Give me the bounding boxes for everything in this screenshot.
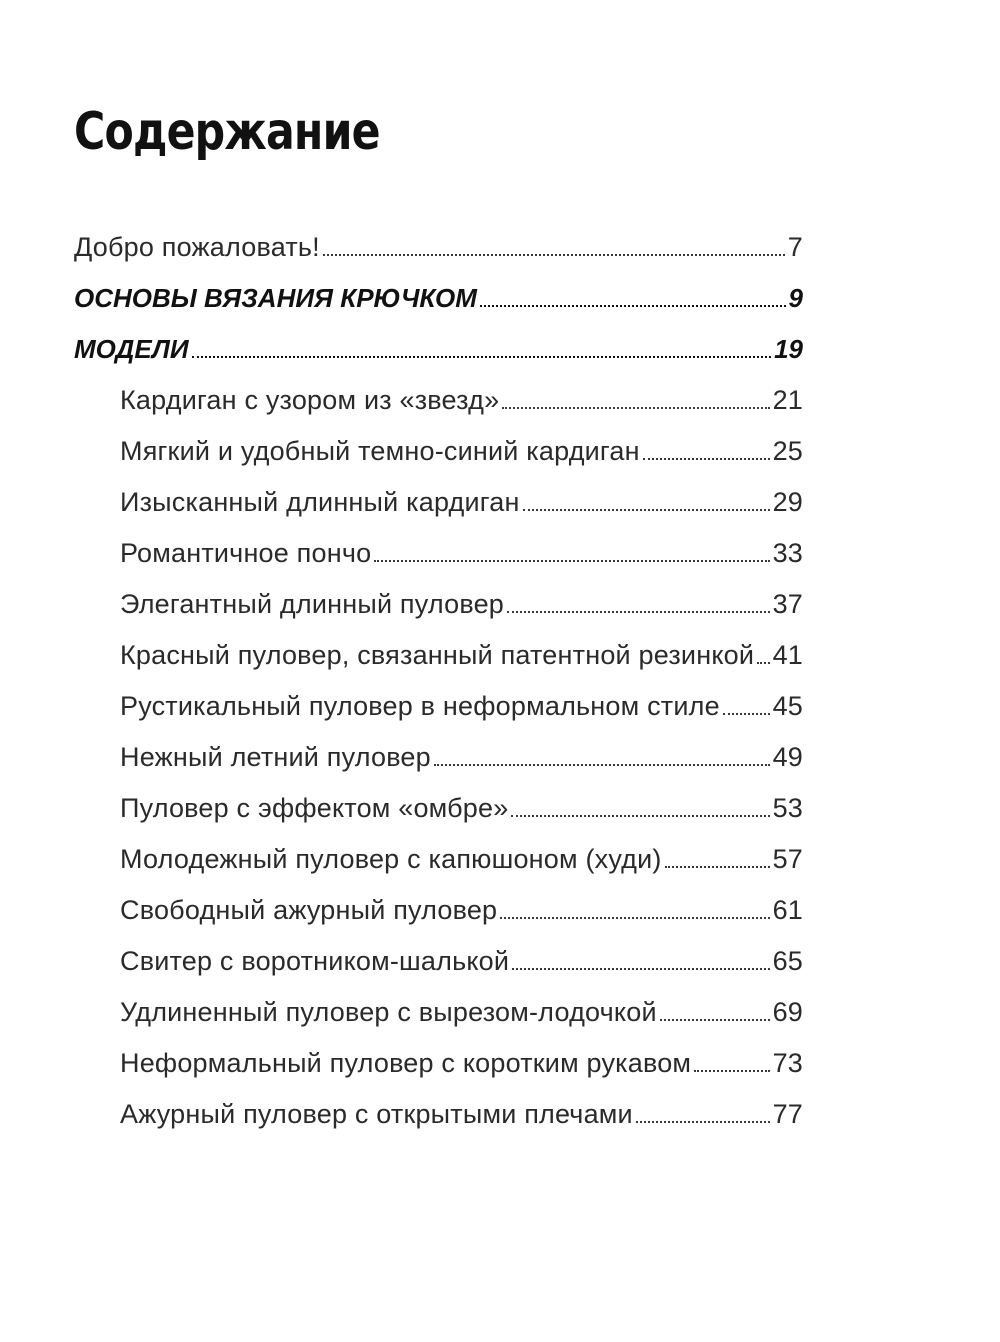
toc-entry[interactable] bbox=[120, 526, 803, 577]
toc-entry-label: Элегантный длинный пуловер bbox=[120, 589, 505, 619]
toc-entry-page: 9 bbox=[788, 283, 803, 313]
toc-entry-page: 49 bbox=[772, 742, 803, 772]
dot-leader bbox=[192, 356, 772, 358]
toc-entry-page: 77 bbox=[772, 1099, 803, 1129]
dot-leader bbox=[636, 1121, 770, 1123]
toc-entry-label: Неформальный пуловер с коротким рукавом bbox=[120, 1048, 692, 1078]
dot-leader bbox=[660, 1019, 770, 1021]
toc-entry-page: 53 bbox=[772, 793, 803, 823]
toc-entry[interactable] bbox=[120, 1036, 803, 1087]
toc-entry-label: Рустикальный пуловер в неформальном стиле bbox=[120, 691, 720, 721]
page-title: Содержание bbox=[74, 102, 380, 162]
toc-entry-page: 69 bbox=[772, 997, 803, 1027]
toc-entry-label: Нежный летний пуловер bbox=[120, 742, 431, 772]
toc-entry[interactable] bbox=[120, 475, 803, 526]
toc-entry[interactable] bbox=[120, 424, 803, 475]
dot-leader bbox=[434, 764, 770, 766]
dot-leader bbox=[694, 1070, 769, 1072]
toc-entry-label: Свитер с воротником-шалькой bbox=[120, 946, 510, 976]
toc-entry-label: Изысканный длинный кардиган bbox=[120, 487, 520, 517]
toc-entry[interactable] bbox=[120, 373, 803, 424]
toc-entry-page: 41 bbox=[772, 640, 803, 670]
toc-entry-page: 61 bbox=[772, 895, 803, 925]
dot-leader bbox=[723, 713, 770, 715]
toc-entry-label: Красный пуловер, связанный патентной резинкой bbox=[120, 640, 755, 670]
toc-entry[interactable] bbox=[74, 322, 803, 373]
toc-entry-page: 19 bbox=[774, 334, 803, 364]
dot-leader bbox=[374, 560, 769, 562]
toc-entry-page: 29 bbox=[772, 487, 803, 517]
toc-entry-page: 73 bbox=[772, 1048, 803, 1078]
table-of-contents bbox=[0, 220, 1000, 1138]
toc-entry-page: 21 bbox=[772, 385, 803, 415]
toc-entry-page: 7 bbox=[787, 232, 803, 262]
dot-leader bbox=[757, 662, 769, 664]
toc-entry[interactable] bbox=[120, 1087, 803, 1138]
dot-leader bbox=[523, 509, 770, 511]
toc-entry[interactable] bbox=[120, 679, 803, 730]
toc-entry[interactable] bbox=[120, 832, 803, 883]
dot-leader bbox=[512, 968, 769, 970]
toc-entry[interactable] bbox=[74, 220, 803, 271]
dot-leader bbox=[500, 917, 769, 919]
toc-entry-label: Молодежный пуловер с капюшоном (худи) bbox=[120, 844, 662, 874]
toc-entry-label: Пуловер с эффектом «омбре» bbox=[120, 793, 509, 823]
toc-entry-page: 45 bbox=[772, 691, 803, 721]
dot-leader bbox=[507, 611, 770, 613]
toc-entry-label: Мягкий и удобный темно-синий кардиган bbox=[120, 436, 640, 466]
toc-entry[interactable] bbox=[120, 883, 803, 934]
toc-entry-page: 37 bbox=[772, 589, 803, 619]
dot-leader bbox=[480, 305, 786, 307]
dot-leader bbox=[511, 815, 769, 817]
toc-entry-label: ОСНОВЫ ВЯЗАНИЯ КРЮЧКОМ bbox=[74, 283, 477, 313]
toc-entry-label: Ажурный пуловер с открытыми плечами bbox=[120, 1099, 633, 1129]
toc-entry-label: Романтичное пончо bbox=[120, 538, 372, 568]
toc-entry[interactable] bbox=[74, 271, 803, 322]
toc-entry-label: Свободный ажурный пуловер bbox=[120, 895, 498, 925]
toc-entry-label: Удлиненный пуловер с вырезом-лодочкой bbox=[120, 997, 657, 1027]
toc-entry[interactable] bbox=[120, 628, 803, 679]
dot-leader bbox=[502, 407, 769, 409]
toc-entry[interactable] bbox=[120, 730, 803, 781]
toc-entry-page: 33 bbox=[772, 538, 803, 568]
toc-entry[interactable] bbox=[120, 985, 803, 1036]
toc-entry[interactable] bbox=[120, 577, 803, 628]
dot-leader bbox=[643, 458, 770, 460]
toc-entry-page: 25 bbox=[772, 436, 803, 466]
toc-entry[interactable] bbox=[120, 781, 803, 832]
toc-entry-label: МОДЕЛИ bbox=[74, 334, 189, 364]
dot-leader bbox=[665, 866, 770, 868]
toc-entry[interactable] bbox=[120, 934, 803, 985]
toc-entry-page: 57 bbox=[772, 844, 803, 874]
dot-leader bbox=[323, 254, 785, 256]
toc-entry-label: Добро пожаловать! bbox=[74, 232, 320, 262]
toc-entry-label: Кардиган с узором из «звезд» bbox=[120, 385, 500, 415]
toc-entry-page: 65 bbox=[772, 946, 803, 976]
